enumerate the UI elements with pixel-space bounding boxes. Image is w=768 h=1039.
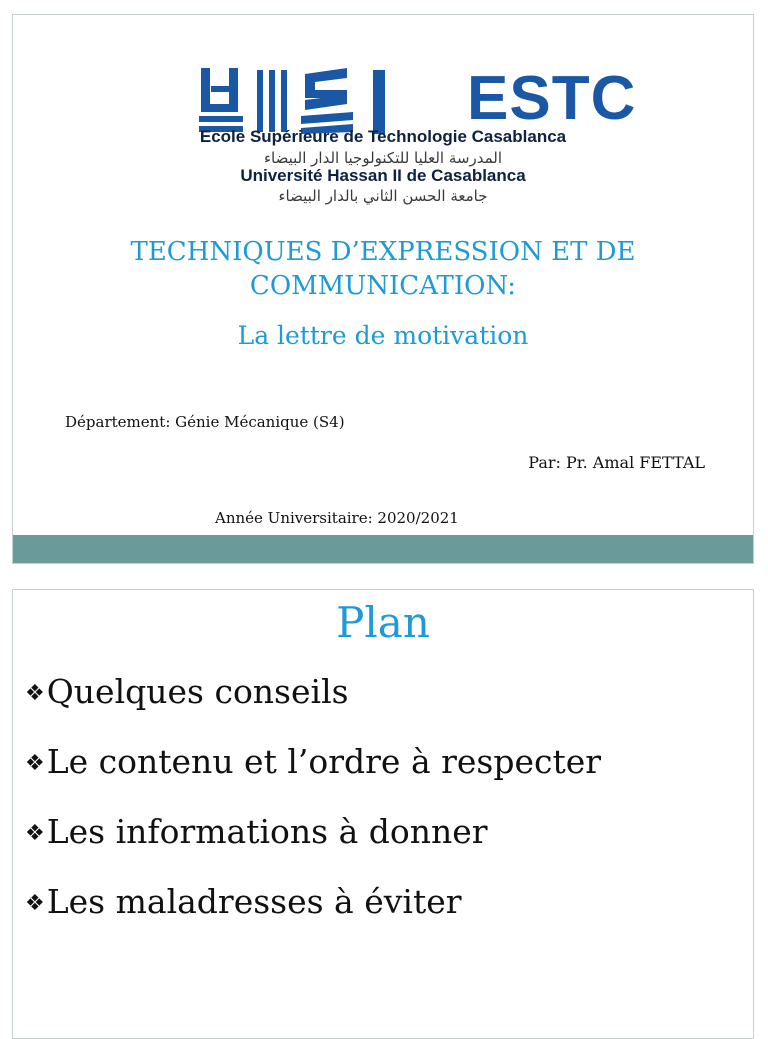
diamond-bullet-icon: ❖ [25,751,45,776]
footer-bar [13,535,753,563]
academic-year-label: Année Universitaire: 2020/2021 [215,509,459,527]
plan-list [25,672,601,952]
list-item [25,882,601,952]
list-item-text: Le contenu et l’ordre à respecter [46,742,602,781]
university-name-fr: Université Hassan II de Casablanca [240,166,526,185]
university-name-ar: جامعة الحسن الثاني بالدار البيضاء [278,187,488,205]
plan-slide [12,589,754,1039]
school-name-ar: المدرسة العليا للتكنولوجيا الدار البيضاء [263,149,502,167]
title-slide [12,14,754,564]
course-title [73,235,693,303]
list-item [25,672,601,742]
course-title-line-2: COMMUNICATION: [249,271,517,301]
list-item [25,812,601,882]
list-item [25,742,601,812]
diamond-bullet-icon: ❖ [25,821,45,846]
list-item-text: Les maladresses à éviter [46,882,462,921]
list-item-text: Les informations à donner [46,812,488,851]
author-label: Par: Pr. Amal FETTAL [528,453,705,472]
school-name-fr: Ecole Supérieure de Technologie Casablanca [199,127,567,146]
lecture-subtitle: La lettre de motivation [237,321,529,350]
list-item-text: Quelques conseils [46,672,349,711]
plan-title: Plan [336,598,430,647]
course-title-line-1: TECHNIQUES D’EXPRESSION ET DE [130,237,636,267]
diamond-bullet-icon: ❖ [25,891,45,916]
department-label: Département: Génie Mécanique (S4) [65,413,345,431]
diamond-bullet-icon: ❖ [25,681,45,706]
logo-text: ESTC [467,64,637,133]
